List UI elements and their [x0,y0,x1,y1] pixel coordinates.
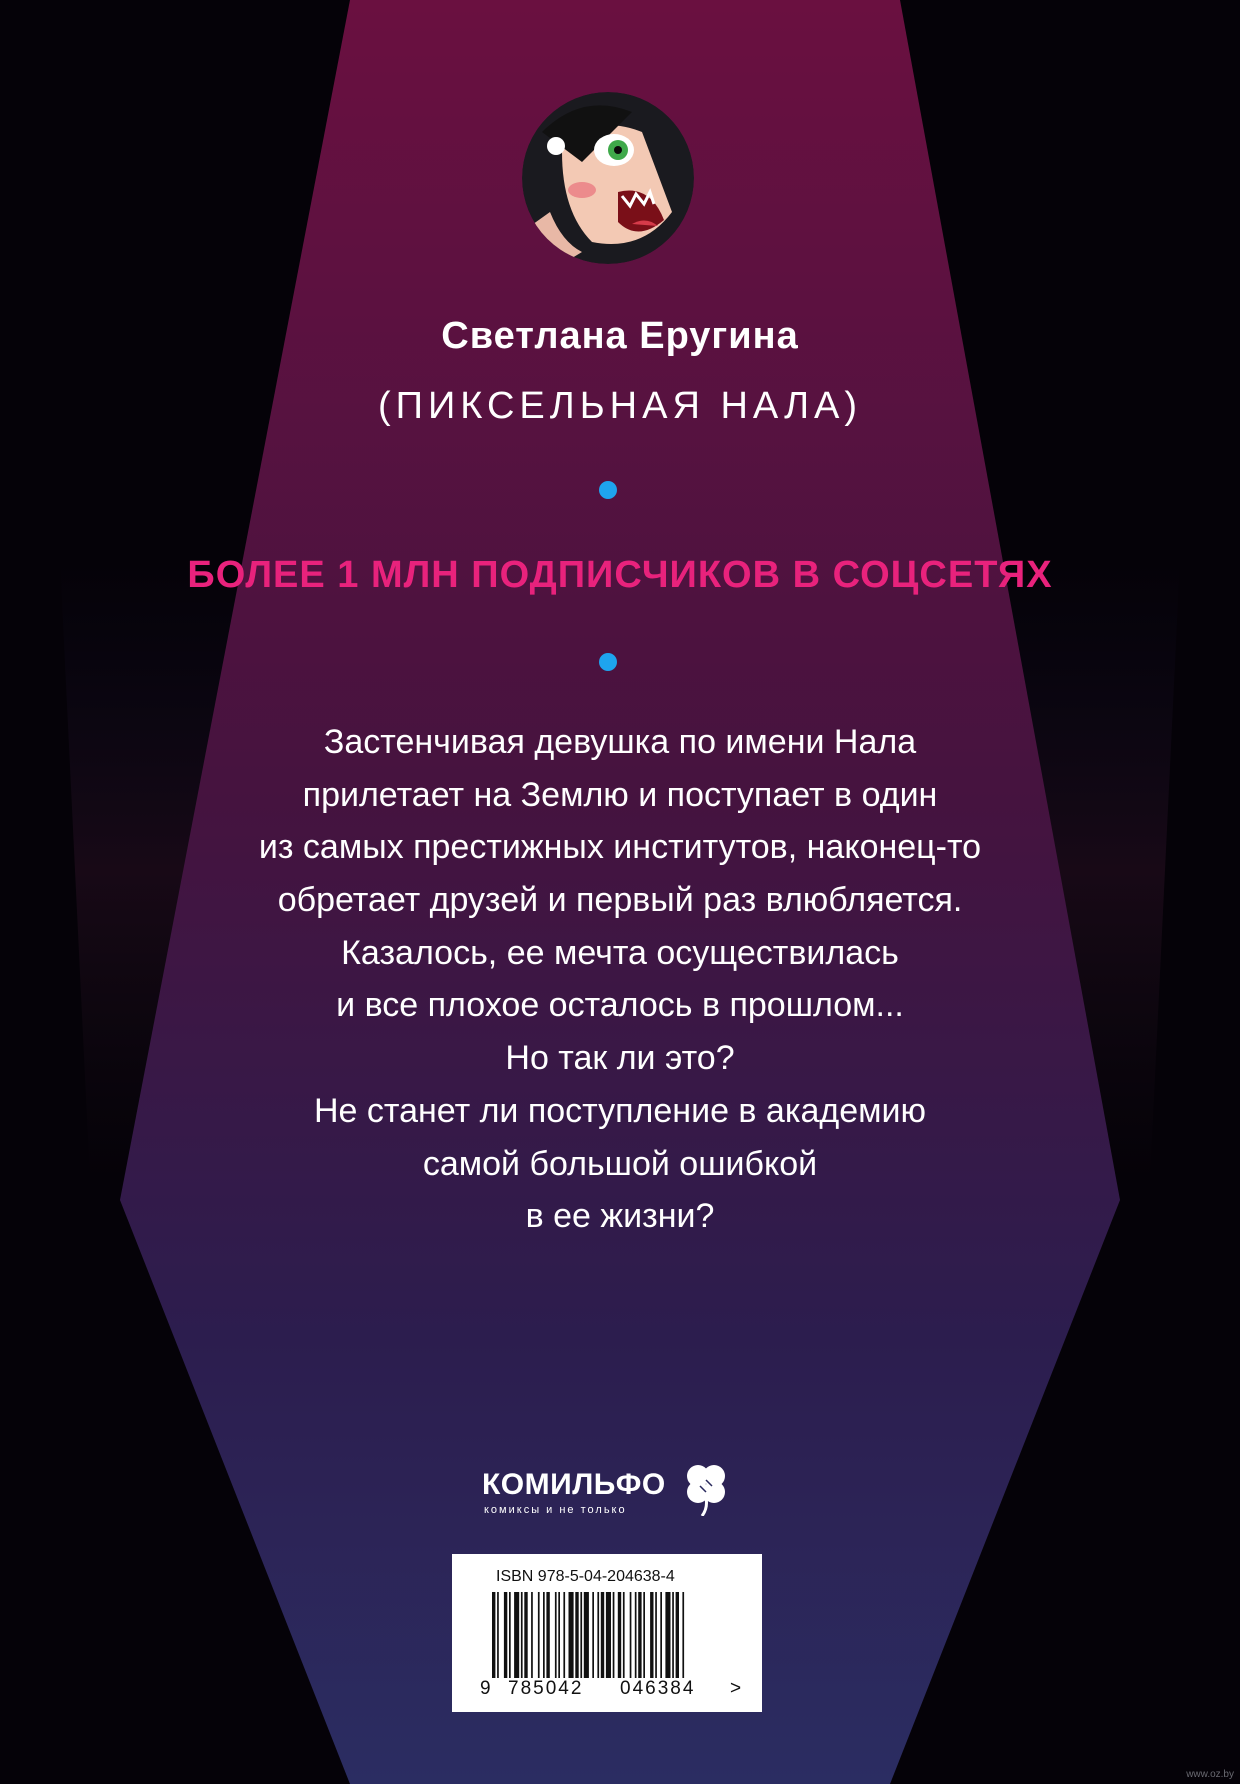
blurb-line: самой большой ошибкой [422,1144,818,1183]
blurb-line: прилетает на Землю и поступает в один [302,775,938,814]
blurb-line: из самых престижных институтов, наконец-то [258,828,982,867]
isbn-number: ISBN 978-5-04-204638-4 [496,1568,675,1585]
ean-digit-first: 9 [480,1678,491,1699]
author-avatar [522,92,694,264]
blurb-line: в ее жизни? [525,1197,715,1236]
blurb-line: Не станет ли поступление в академию [314,1091,926,1130]
author-name: Светлана Еругина [441,315,799,357]
blurb-line: Застенчивая девушка по имени Нала [323,723,917,761]
blurb-line: и все плохое осталось в прошлом... [336,986,904,1025]
blurb-line: Но так ли это? [505,1039,735,1078]
blurb-text [170,716,1070,1243]
publisher-subtitle: комиксы и не только [484,1504,627,1516]
publisher-name: КОМИЛЬФО [482,1468,666,1501]
barcode-bars [492,1592,738,1678]
tagline: БОЛЕЕ 1 МЛН ПОДПИСЧИКОВ В СОЦСЕТЯХ [187,554,1053,596]
isbn-barcode [452,1554,762,1712]
publisher-logo [482,1468,742,1532]
author-pseudonym: (ПИКСЕЛЬНАЯ НАЛА) [378,385,862,427]
blurb-line: обретает друзей и первый раз влюбляется. [277,881,963,920]
blurb-line: Казалось, ее мечта осуществилась [341,933,899,972]
separator-dot [599,481,617,499]
ean-digits-right: 046384 [620,1678,696,1699]
clover-icon [678,1460,734,1516]
ean-digits-left: 785042 [508,1678,584,1699]
ean-quiet-marker: > [730,1678,742,1699]
watermark: www.oz.by [1186,1769,1234,1780]
separator-dot [599,653,617,671]
